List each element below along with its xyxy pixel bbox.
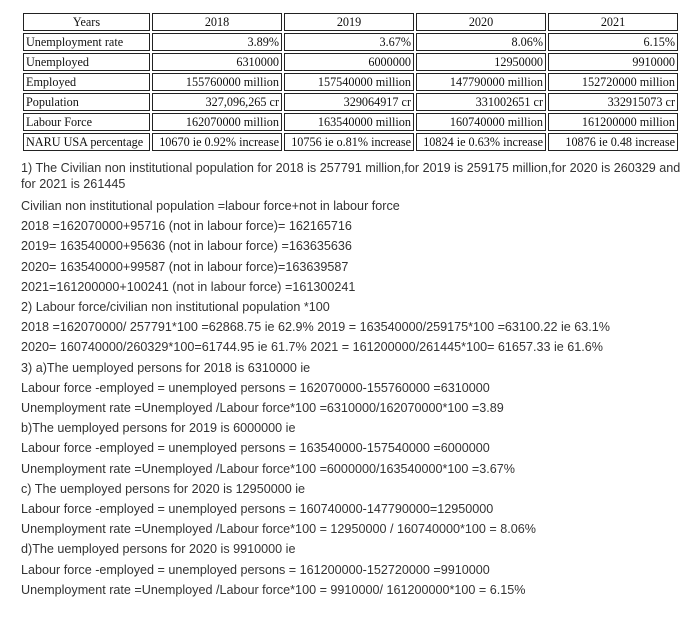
note-line: 2020= 160740000/260329*100=61744.95 ie 61.7% 2021 = 161200000/261445*100= 61657.33 ie 61.6% [21,340,603,355]
header-2019: 2019 [284,13,414,31]
note-line: c) The uemployed persons for 2020 is 12950000 ie [21,481,306,496]
table-cell: 152720000 million [548,73,678,91]
row-unemployment-rate [23,33,678,51]
row-label: Employed [23,73,150,91]
table-cell: 3.67% [284,33,414,51]
table-cell: 10824 ie 0.63% increase [416,133,546,151]
row-labour-force [23,113,678,131]
note-line: b)The uemployed persons for 2019 is 6000000 ie [21,421,296,436]
table-cell: 9910000 [548,53,678,71]
row-label: NARU USA percentage [23,133,150,151]
table-cell: 327,096,265 cr [152,93,282,111]
table-header-row [23,13,678,31]
header-2018: 2018 [152,13,282,31]
table-cell: 332915073 cr [548,93,678,111]
note-line: Unemployment rate =Unemployed /Labour force*100 =6310000/162070000*100 =3.89 [21,401,504,416]
note-line: 2018 =162070000/ 257791*100 =62868.75 ie 62.9% 2019 = 163540000/259175*100 =63100.22 ie 63.1% [21,320,610,335]
note-line: Labour force -employed = unemployed persons = 161200000-152720000 =9910000 [21,562,490,577]
row-label: Labour Force [23,113,150,131]
table-cell: 3.89% [152,33,282,51]
note-line: Labour force -employed = unemployed persons = 163540000-157540000 =6000000 [21,441,490,456]
table-cell: 10756 ie o.81% increase [284,133,414,151]
header-2020: 2020 [416,13,546,31]
statistics-table [21,11,680,153]
table-cell: 8.06% [416,33,546,51]
note-line: d)The uemployed persons for 2020 is 9910000 ie [21,542,296,557]
table-cell: 6000000 [284,53,414,71]
table-cell: 155760000 million [152,73,282,91]
note-line: Labour force -employed = unemployed persons = 160740000-147790000=12950000 [21,502,494,517]
note-line: Unemployment rate =Unemployed /Labour force*100 = 9910000/ 161200000*100 = 6.15% [21,582,526,597]
table-cell: 331002651 cr [416,93,546,111]
table-cell: 163540000 million [284,113,414,131]
table-cell: 12950000 [416,53,546,71]
row-naru-usa-percentage [23,133,678,151]
row-label: Population [23,93,150,111]
table-cell: 157540000 million [284,73,414,91]
row-label: Unemployed [23,53,150,71]
table-cell: 6310000 [152,53,282,71]
row-label: Unemployment rate [23,33,150,51]
table-cell: 6.15% [548,33,678,51]
note-line: 1) The Civilian non institutional population for 2018 is 257791 million,for 2019 is 259175 million,for 2020 is 260329 and for 2021 is 261445 [21,161,681,191]
note-line: 3) a)The uemployed persons for 2018 is 6310000 ie [21,360,311,375]
note-line: 2019= 163540000+95636 (not in labour force) =163635636 [21,239,352,254]
note-line: Civilian non institutional population =labour force+not in labour force [21,199,400,213]
row-unemployed [23,53,678,71]
table-cell: 10670 ie 0.92% increase [152,133,282,151]
row-population [23,93,678,111]
header-2021: 2021 [548,13,678,31]
table-cell: 329064917 cr [284,93,414,111]
row-employed [23,73,678,91]
header-years: Years [23,13,150,31]
table-cell: 162070000 million [152,113,282,131]
table-cell: 161200000 million [548,113,678,131]
table-cell: 10876 ie 0.48 increase [548,133,678,151]
table-cell: 160740000 million [416,113,546,131]
solution-notes [21,160,681,600]
note-line: 2020= 163540000+99587 (not in labour force)=163639587 [21,259,349,274]
note-line: Unemployment rate =Unemployed /Labour force*100 =6000000/163540000*100 =3.67% [21,461,515,476]
note-line: 2021=161200000+100241 (not in labour force) =161300241 [21,279,356,294]
note-line: 2018 =162070000+95716 (not in labour force)= 162165716 [21,219,352,234]
note-line: Labour force -employed = unemployed persons = 162070000-155760000 =6310000 [21,380,490,395]
table-cell: 147790000 million [416,73,546,91]
note-line: Unemployment rate =Unemployed /Labour force*100 = 12950000 / 160740000*100 = 8.06% [21,522,536,537]
note-line: 2) Labour force/civilian non institutional population *100 [21,300,330,315]
